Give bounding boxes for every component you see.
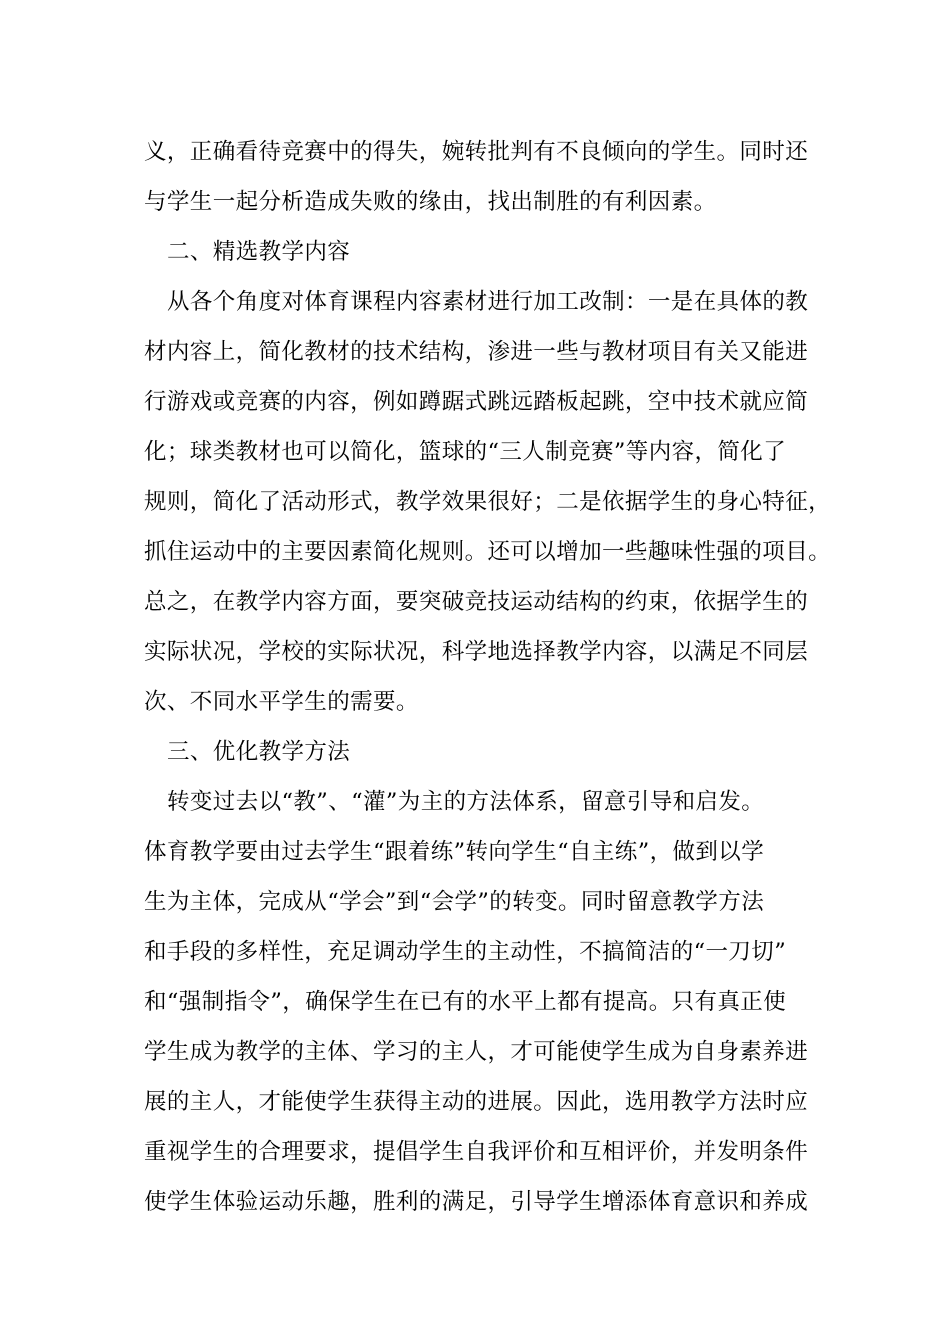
paragraph-line: 使学生体验运动乐趣，胜利的满足，引导学生增添体育意识和养成 <box>144 1189 809 1215</box>
paragraph-line: 次、不同水平学生的需要。 <box>144 689 419 715</box>
paragraph-line: 展的主人，才能使学生获得主动的进展。因此，选用教学方法时应 <box>144 1089 809 1115</box>
paragraph-line: 总之，在教学内容方面，要突破竞技运动结构的约束，依据学生的 <box>144 589 809 615</box>
paragraph-line: 和手段的多样性，充足调动学生的主动性，不搞简洁的“一刀切” <box>144 939 787 965</box>
paragraph-line: 行游戏或竞赛的内容，例如蹲踞式跳远踏板起跳，空中技术就应简 <box>144 389 809 415</box>
paragraph-line: 实际状况，学校的实际状况，科学地选择教学内容，以满足不同层 <box>144 639 809 665</box>
section-heading-3: 三、优化教学方法 <box>167 739 351 765</box>
paragraph-line: 义，正确看待竞赛中的得失，婉转批判有不良倾向的学生。同时还 <box>144 139 809 165</box>
paragraph-line: 与学生一起分析造成失败的缘由，找出制胜的有利因素。 <box>144 189 717 215</box>
paragraph-line: 学生成为教学的主体、学习的主人，才可能使学生成为自身素养进 <box>144 1039 809 1065</box>
paragraph-line: 材内容上，简化教材的技术结构，渗进一些与教材项目有关又能进 <box>144 339 809 365</box>
paragraph-line: 体育教学要由过去学生“跟着练”转向学生“自主练”，做到以学 <box>144 839 765 865</box>
paragraph-line: 转变过去以“教”、“灌”为主的方法体系，留意引导和启发。 <box>167 789 765 815</box>
paragraph-line: 从各个角度对体育课程内容素材进行加工改制：一是在具体的教 <box>167 289 809 315</box>
paragraph-line: 化；球类教材也可以简化，篮球的“三人制竞赛”等内容，简化了 <box>144 439 787 465</box>
paragraph-line: 重视学生的合理要求，提倡学生自我评价和互相评价，并发明条件 <box>144 1139 809 1165</box>
section-heading-2: 二、精选教学内容 <box>167 239 351 265</box>
paragraph-line: 抓住运动中的主要因素简化规则。还可以增加一些趣味性强的项目。 <box>144 539 832 565</box>
paragraph-line: 规则，简化了活动形式，教学效果很好；二是依据学生的身心特征， <box>144 489 832 515</box>
paragraph-line: 生为主体，完成从“学会”到“会学”的转变。同时留意教学方法 <box>144 889 765 915</box>
paragraph-line: 和“强制指令”，确保学生在已有的水平上都有提高。只有真正使 <box>144 989 787 1015</box>
